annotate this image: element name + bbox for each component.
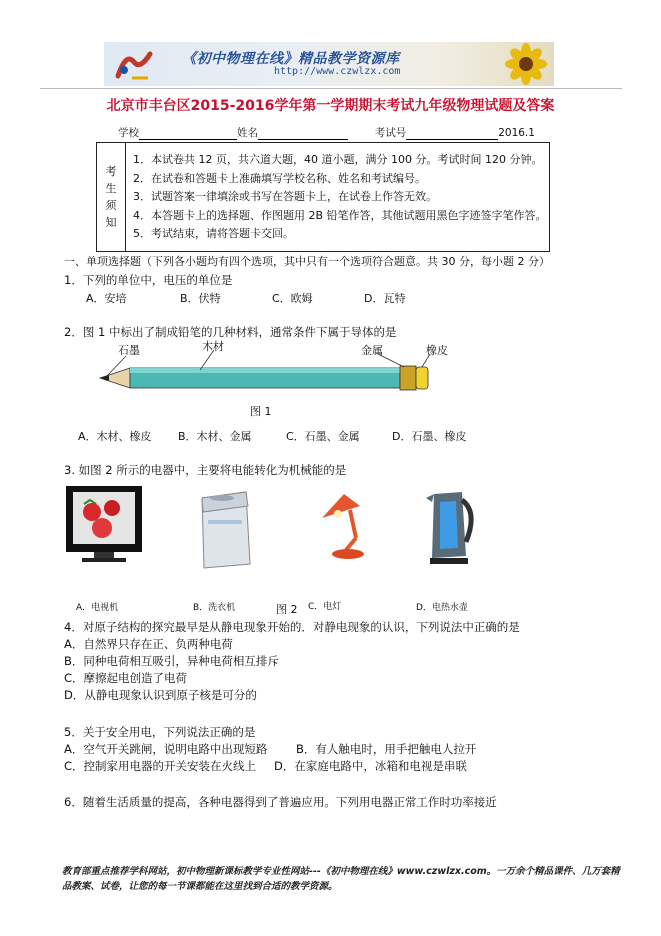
q2-stem: 2．图 1 中标出了制成铅笔的几种材料，通常条件下属于导体的是 — [64, 325, 397, 339]
q2-option-a[interactable]: A．木材、橡皮 — [78, 430, 152, 443]
notice-item: 2．在试卷和答题卡上准确填写学校名称、姓名和考试编号。 — [133, 171, 426, 185]
notice-label — [97, 143, 126, 251]
document-title: 北京市丰台区2015-2016学年第一学期期末考试九年级物理试题及答案 — [106, 98, 555, 114]
tv-icon — [64, 484, 144, 574]
q2-option-c[interactable]: C．石墨、金属 — [286, 430, 360, 443]
student-info-line — [118, 125, 535, 140]
notice-item: 3．试题答案一律填涂或书写在答题卡上，在试卷上作答无效。 — [133, 190, 437, 203]
q3-option-a[interactable]: A．电视机 — [76, 603, 119, 613]
sunflower-icon — [499, 42, 554, 86]
site-banner — [104, 42, 554, 86]
q5-option-b[interactable]: B．有人触电时，用手把触电人拉开 — [296, 742, 477, 756]
q3-option-d[interactable]: D．电热水壶 — [416, 603, 468, 613]
pencil-icon — [96, 340, 446, 396]
notice-item: 1．本试卷共 12 页，共六道大题，40 道小题，满分 100 分。考试时间 120 分钟。 — [133, 153, 543, 166]
q5-option-c[interactable]: C．控制家用电器的开关安装在火线上 — [64, 759, 257, 773]
q3-option-c[interactable]: C．电灯 — [308, 602, 342, 612]
name-label: 姓名 — [237, 127, 258, 139]
q1-stem: 1．下列的单位中，电压的单位是 — [64, 273, 233, 287]
notice-label-char: 考 — [105, 165, 117, 178]
label-wood: 木材 — [202, 340, 224, 353]
header-divider — [40, 88, 622, 89]
notice-label-char: 生 — [105, 182, 117, 195]
label-graphite: 石墨 — [118, 344, 140, 357]
exam-no-blank[interactable] — [406, 127, 498, 140]
q4-option-b[interactable]: B．同种电荷相互吸引，异种电荷相互排斥 — [64, 654, 279, 668]
q6-stem: 6．随着生活质量的提高，各种电器得到了普遍应用。下列用电器正常工作时功率接近 — [64, 795, 497, 809]
q1-option-d[interactable]: D．瓦特 — [364, 292, 406, 305]
notice-label-char: 知 — [105, 216, 117, 229]
banner-url[interactable]: http://www.czwlzx.com — [274, 66, 401, 77]
school-blank[interactable] — [139, 127, 237, 140]
q4-option-d[interactable]: D．从静电现象认识到原子核是可分的 — [64, 688, 257, 702]
q2-option-b[interactable]: B．木材、金属 — [178, 430, 252, 443]
exam-no-label: 考试号 — [374, 127, 407, 139]
desk-lamp-icon — [316, 488, 376, 568]
q3-stem: 3. 如图 2 所示的电器中，主要将电能转化为机械能的是 — [64, 463, 347, 477]
q1-option-c[interactable]: C．欧姆 — [272, 292, 313, 305]
section-heading: 一、单项选择题（下列各小题均有四个选项，其中只有一个选项符合题意。共 30 分，每小题 2 分） — [64, 255, 550, 268]
name-blank[interactable] — [258, 127, 348, 140]
label-metal: 金属 — [361, 344, 383, 357]
q4-stem: 4．对原子结构的探究最早是从静电现象开始的．对静电现象的认识，下列说法中正确的是 — [64, 620, 520, 634]
q5-option-d[interactable]: D．在家庭电路中，冰箱和电视是串联 — [274, 759, 467, 773]
q2-option-d[interactable]: D．石墨、橡皮 — [392, 430, 467, 443]
washing-machine-icon — [194, 486, 254, 576]
site-logo-icon — [114, 48, 154, 82]
school-label: 学校 — [118, 127, 139, 139]
label-eraser: 橡皮 — [426, 344, 448, 357]
electric-kettle-icon — [420, 482, 480, 572]
q1-option-a[interactable]: A．安培 — [86, 292, 127, 305]
notice-item: 5．考试结束，请将答题卡交回。 — [133, 227, 294, 240]
exam-notice-box — [96, 142, 550, 252]
notice-label-char: 须 — [105, 199, 117, 212]
page-footer: 教育部重点推荐学科网站，初中物理新课标教学专业性网站---《初中物理在线》www.czwlzx.com。一万余个精品课件、几万套精品教案、试卷，让您的每一节课都能在这里找到合适的教学资源。 — [62, 866, 620, 892]
q3-option-b[interactable]: B．洗衣机 — [193, 603, 236, 613]
figure-2-caption: 图 2 — [276, 603, 298, 616]
q1-option-b[interactable]: B．伏特 — [180, 292, 221, 305]
figure-1-caption: 图 1 — [250, 405, 272, 418]
q5-stem: 5．关于安全用电，下列说法正确的是 — [64, 725, 256, 739]
exam-date: 2016.1 — [498, 127, 535, 139]
q5-option-a[interactable]: A．空气开关跳闸，说明电路中出现短路 — [64, 742, 268, 756]
pencil-figure — [96, 340, 446, 396]
notice-items — [133, 151, 547, 244]
q4-option-c[interactable]: C．摩擦起电创造了电荷 — [64, 671, 188, 685]
notice-item: 4．本答题卡上的选择题、作图题用 2B 铅笔作答，其他试题用黑色字迹签字笔作答。 — [133, 208, 547, 222]
banner-title: 《初中物理在线》精品教学资源库 — [182, 51, 400, 67]
q4-option-a[interactable]: A．自然界只存在正、负两种电荷 — [64, 637, 233, 651]
